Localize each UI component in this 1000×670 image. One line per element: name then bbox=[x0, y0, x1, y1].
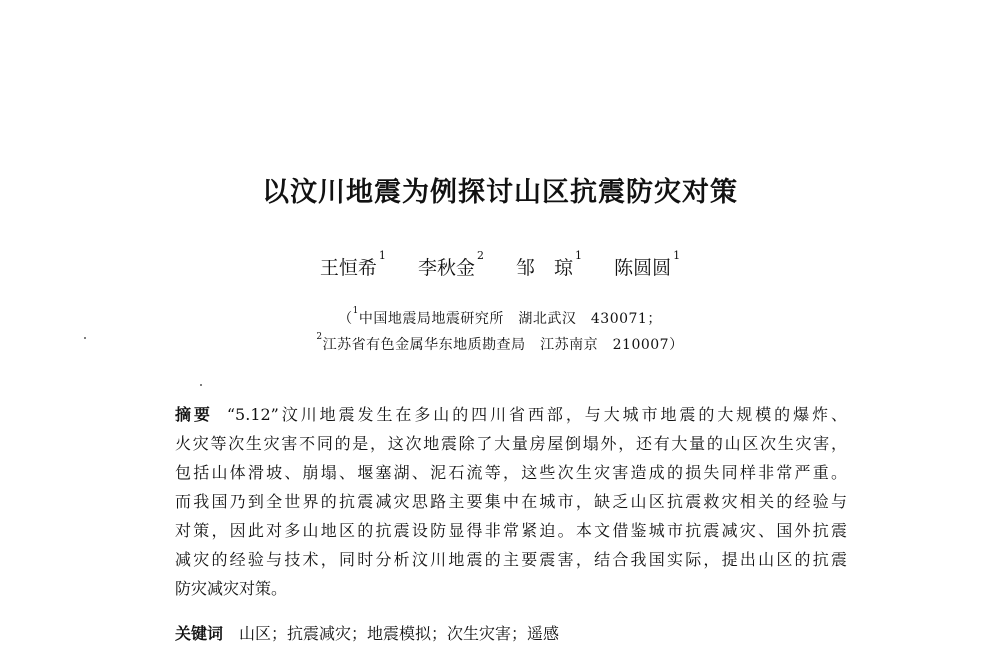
affiliation-line-2 bbox=[0, 334, 1000, 354]
abstract-line: 对策，因此对多山地区的抗震设防显得非常紧迫。本文借鉴城市抗震减灾、国外抗震 bbox=[175, 521, 847, 540]
paper-title: 以汶川地震为例探讨山区抗震防灾对策 bbox=[262, 177, 738, 208]
keywords-label: 关键词 bbox=[175, 624, 224, 643]
author-affiliation-mark: 1 bbox=[575, 249, 583, 262]
abstract-line: 火灾等次生灾害不同的是，这次地震除了大量房屋倒塌外，还有大量的山区次生灾害， bbox=[175, 434, 847, 453]
abstract-line bbox=[175, 400, 847, 429]
keywords-text: 山区；抗震减灾；地震模拟；次生灾害；遥感 bbox=[239, 624, 560, 643]
abstract-line: 包括山体滑坡、崩塌、堰塞湖、泥石流等，这些次生灾害造成的损失同样非常严重。 bbox=[175, 463, 847, 482]
author-name: 陈圆圆 bbox=[614, 257, 672, 279]
author bbox=[319, 249, 386, 280]
affiliation-open-paren: （ bbox=[338, 311, 353, 327]
author-affiliation-mark: 1 bbox=[378, 249, 386, 262]
affiliation-mark: 1 bbox=[352, 306, 359, 316]
affiliation-text: 中国地震局地震研究所 湖北武汉 430071； bbox=[358, 311, 662, 327]
author-affiliation-mark: 2 bbox=[476, 249, 484, 262]
keywords bbox=[175, 621, 559, 644]
affiliation-text: 江苏省有色金属华东地质勘查局 江苏南京 210007） bbox=[322, 337, 684, 353]
abstract-line: 减灾的经验与技术，同时分析汶川地震的主要震害，结合我国实际，提出山区的抗震 bbox=[175, 550, 847, 569]
author-name: 邹 琼 bbox=[516, 257, 574, 279]
scan-speck bbox=[200, 384, 202, 386]
abstract bbox=[175, 400, 847, 603]
author bbox=[614, 249, 681, 280]
abstract-line: 而我国乃到全世界的抗震减灾思路主要集中在城市，缺乏山区抗震救灾相关的经验与 bbox=[175, 492, 847, 511]
affiliation-line-1 bbox=[0, 308, 1000, 328]
author-affiliation-mark: 1 bbox=[673, 249, 681, 262]
abstract-label: 摘要 bbox=[175, 405, 213, 424]
abstract-text: “5.12”汶川地震发生在多山的四川省西部，与大城市地震的大规模的爆炸、 bbox=[226, 405, 847, 424]
author bbox=[417, 249, 484, 280]
author-name: 王恒希 bbox=[319, 257, 377, 279]
author-list bbox=[0, 249, 1000, 280]
author bbox=[516, 249, 583, 280]
author-name: 李秋金 bbox=[417, 257, 475, 279]
affiliation-mark: 2 bbox=[316, 332, 323, 342]
abstract-line: 防灾减灾对策。 bbox=[175, 579, 288, 598]
